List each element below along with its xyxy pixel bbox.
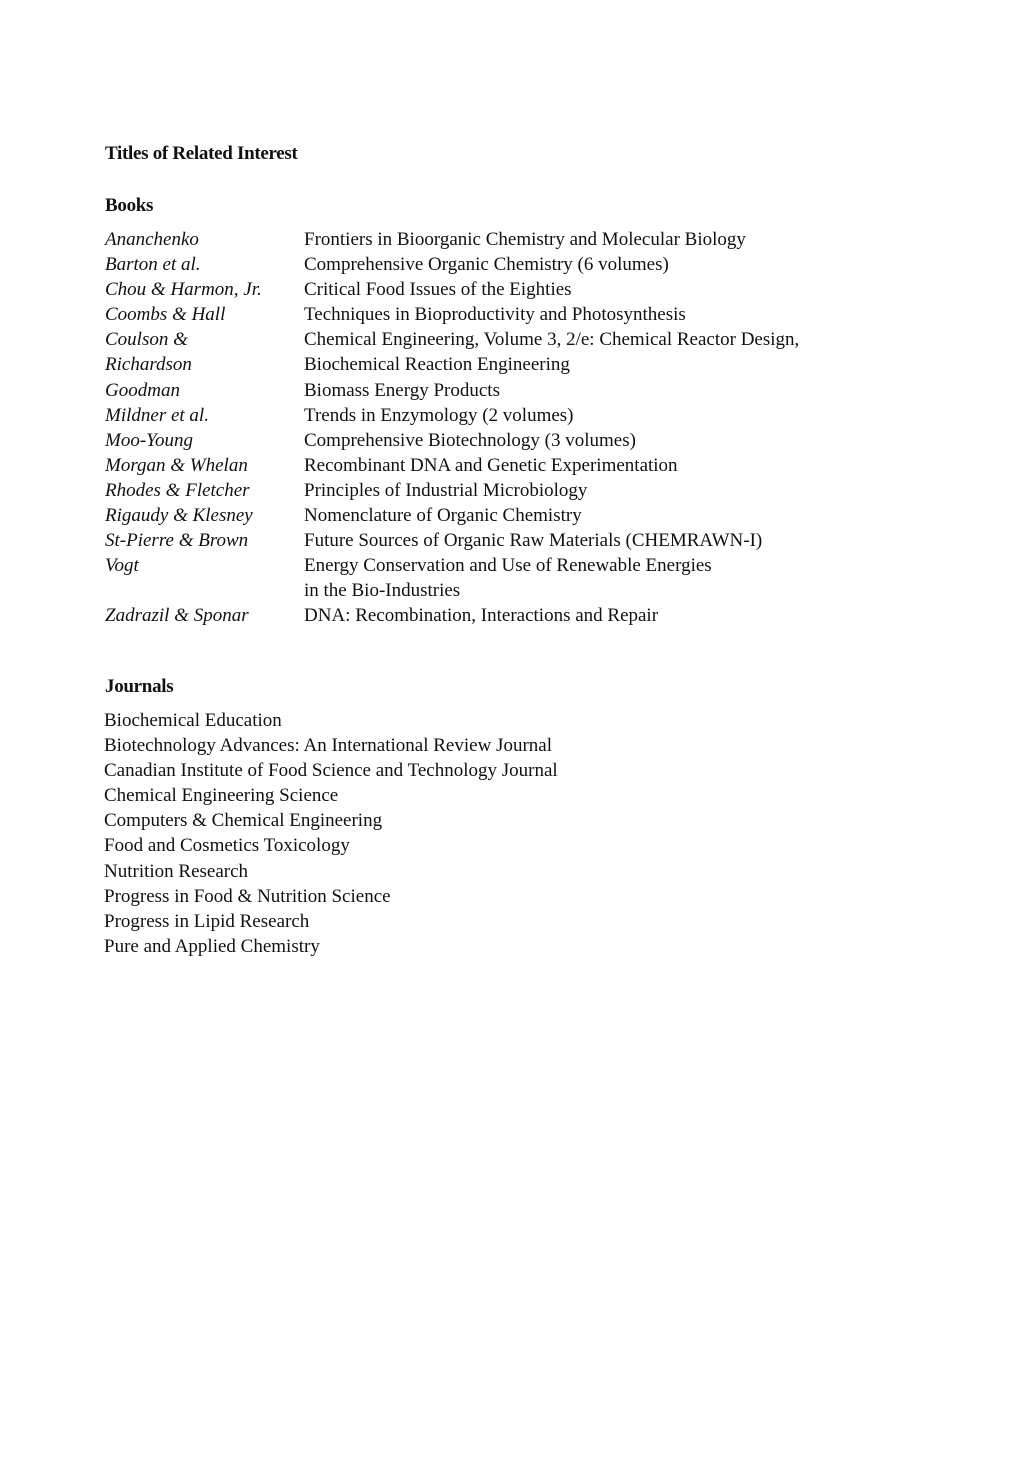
book-author: Coombs & Hall <box>105 304 226 326</box>
book-author: Rhodes & Fletcher <box>105 479 250 501</box>
book-row <box>105 352 894 377</box>
book-row <box>105 528 894 553</box>
book-title: Chemical Engineering, Volume 3, 2/e: Chemical Reactor Design, <box>304 329 800 351</box>
book-row <box>105 428 894 453</box>
book-title: Critical Food Issues of the Eighties <box>304 279 572 301</box>
book-title: Frontiers in Bioorganic Chemistry and Molecular Biology <box>304 229 746 250</box>
book-author: Zadrazil & Sponar <box>105 605 249 627</box>
journal-item: Biotechnology Advances: An International Review Journal <box>104 735 552 757</box>
book-title: Comprehensive Organic Chemistry (6 volumes) <box>304 254 669 276</box>
books-list <box>105 227 894 629</box>
book-author: Vogt <box>105 555 139 577</box>
book-row <box>105 378 894 403</box>
book-author: Goodman <box>105 379 180 401</box>
book-author: Richardson <box>105 354 192 376</box>
journal-item: Progress in Food & Nutrition Science <box>104 885 391 907</box>
book-author: Chou & Harmon, Jr. <box>105 279 262 301</box>
book-title: Nomenclature of Organic Chemistry <box>304 505 582 527</box>
book-row <box>105 478 894 503</box>
book-title: DNA: Recombination, Interactions and Repair <box>304 605 659 627</box>
book-author: St-Pierre & Brown <box>105 530 249 552</box>
book-title: Biomass Energy Products <box>304 379 500 401</box>
journal-item: Biochemical Education <box>104 710 282 731</box>
book-title: Techniques in Bioproductivity and Photosynthesis <box>304 304 686 326</box>
book-row <box>105 327 894 352</box>
book-row <box>105 252 894 277</box>
journal-item: Chemical Engineering Science <box>104 785 339 807</box>
books-table <box>105 227 894 629</box>
book-title: Recombinant DNA and Genetic Experimentation <box>304 454 678 476</box>
journal-item: Pure and Applied Chemistry <box>104 935 320 957</box>
books-heading: Books <box>105 195 154 216</box>
book-row <box>105 578 894 603</box>
journal-item: Computers & Chemical Engineering <box>104 810 383 832</box>
book-title: Principles of Industrial Microbiology <box>304 479 588 501</box>
book-row <box>105 277 894 302</box>
book-author: Rigaudy & Klesney <box>105 505 253 527</box>
journals-heading: Journals <box>105 676 174 697</box>
journals-list <box>104 708 558 959</box>
book-title: Trends in Enzymology (2 volumes) <box>304 404 574 426</box>
book-row <box>105 302 894 327</box>
book-author: Coulson & <box>105 329 188 351</box>
book-author: Morgan & Whelan <box>105 454 248 476</box>
book-row <box>105 453 894 478</box>
book-author: Barton et al. <box>105 254 201 276</box>
book-author: Mildner et al. <box>105 404 209 426</box>
book-title: Energy Conservation and Use of Renewable Energies <box>304 555 712 577</box>
page-title: Titles of Related Interest <box>105 143 298 164</box>
journal-item: Progress in Lipid Research <box>104 910 310 932</box>
book-row <box>105 553 894 578</box>
book-title: in the Bio-Industries <box>304 580 461 602</box>
journal-item: Canadian Institute of Food Science and Technology Journal <box>104 760 558 782</box>
journal-item: Food and Cosmetics Toxicology <box>104 835 350 857</box>
book-author <box>105 578 304 603</box>
book-author: Ananchenko <box>105 229 199 250</box>
book-title: Biochemical Reaction Engineering <box>304 354 570 376</box>
book-title: Comprehensive Biotechnology (3 volumes) <box>304 429 636 451</box>
book-title: Future Sources of Organic Raw Materials (CHEMRAWN-I) <box>304 530 763 552</box>
book-row <box>105 603 894 628</box>
journal-item: Nutrition Research <box>104 860 249 882</box>
book-row <box>105 227 894 252</box>
book-row <box>105 403 894 428</box>
book-row <box>105 503 894 528</box>
book-author: Moo-Young <box>105 429 193 451</box>
